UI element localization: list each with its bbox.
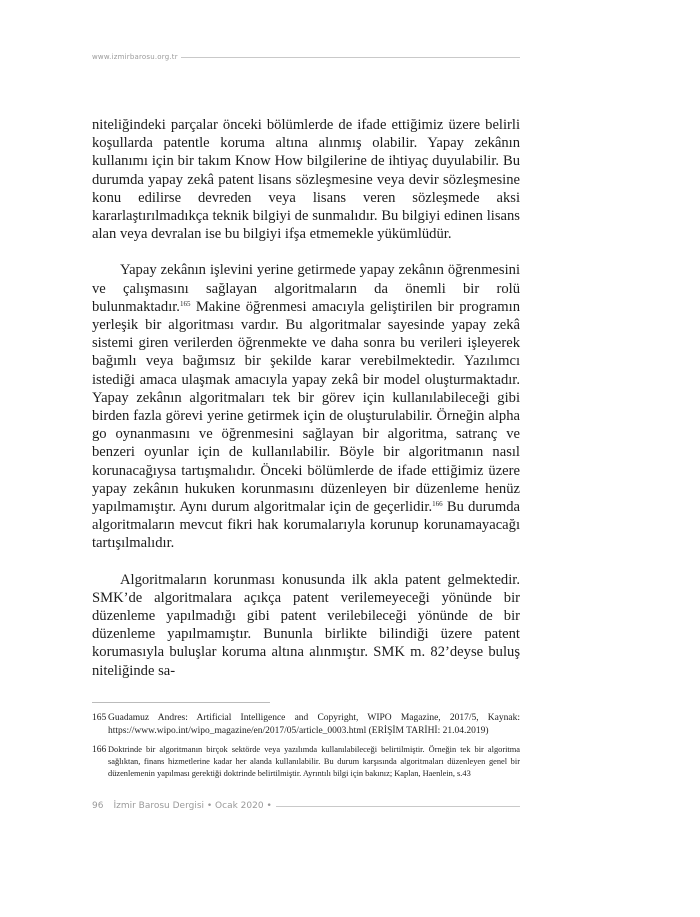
footnote-text: Doktrinde bir algoritmanın birçok sektörde veya yazılımda kullanılabileceği belirtilmiştir. Örneğin tek bir algoritma sağlıktan, finans hizmetlerine kadar her alanda kullanılabilir. Bu durum karşısında algoritmaları düzenleyen genel bir düzenlemenin yapılması gerektiği doktrinde belirtilmiştir. Ayrıntılı bilgi için bakınız; Kaplan, Haenlein, s.43 <box>108 745 520 778</box>
page-footer <box>92 801 520 811</box>
footnote-separator <box>92 702 270 703</box>
footnote-number: 165 <box>92 713 107 723</box>
header-url: www.izmirbarosu.org.tr <box>92 53 178 61</box>
page-header <box>92 53 520 61</box>
footnote-reference: 166 <box>432 500 443 509</box>
page-number: 96 <box>92 801 104 811</box>
paragraph-text: Bu durumda algoritmaların mevcut fikri hak korumalarıyla korunup korunamayacağı tartışılmalıdır. <box>92 499 520 552</box>
footnote-165 <box>92 712 520 737</box>
footnote-number: 166 <box>92 745 107 755</box>
body-text <box>92 116 520 680</box>
footnote-166 <box>92 744 520 779</box>
footnotes <box>92 712 520 786</box>
footer-rule <box>276 806 520 807</box>
paragraph <box>92 261 520 552</box>
paragraph-text: Yapay zekânın işlevini yerine getirmede yapay zekânın öğrenmesini ve çalışmasını sağlayan algoritmaların da önemli bir rolü bulunmaktadır. <box>92 262 520 315</box>
journal-name: İzmir Barosu Dergisi • Ocak 2020 • <box>113 801 272 811</box>
paragraph <box>92 571 520 680</box>
footnote-text: Guadamuz Andres: Artificial Intelligence and Copyright, WIPO Magazine, 2017/5, Kaynak: https://www.wipo.int/wipo_magazine/en/2017/05/article_0003.html (ERİŞİM TARİHİ: 21.04.2019) <box>108 713 520 736</box>
paragraph-text: Makine öğrenmesi amacıyla geliştirilen bir programın yerleşik bir algoritması vardır. Bu algoritmalar sayesinde yapay zekâ sistemi giren verilerden öğrenmekte ve daha sonra bu verileri işleyerek bağımlı veya bağımsız bir şekilde karar verebilmektedir. Yazılımcı istediği amaca ulaşmak amacıyla yapay zekâ bir model oluşturmaktadır. Yapay zekânın algoritmaları tek bir görev için kullanılabileceği gibi birden fazla görevi yerine getirmek için de oluşturulabilir. Örneğin alpha go oynanmasını ve öğrenmesini sağlayan bir algoritma, satranç ve benzeri oyunlar için de kullanılabilir. Böyle bir algoritmanın nasıl korunacağıysa tartışmalıdır. Önceki bölümlerde de ifade ettiğimiz üzere yapay zekânın hukuken korunmasını düzenleyen bir düzenleme henüz yapılmamıştır. Aynı durum algoritmalar için de geçerlidir. <box>92 298 520 516</box>
header-rule <box>181 57 520 58</box>
paragraph <box>92 116 520 243</box>
paragraph-text: Algoritmaların korunması konusunda ilk akla patent gelmektedir. SMK’de algoritmalara açıkça patent verilemeyeceği yönünde bir düzenleme yapılmadığı gibi patent verilebileceği yönünde de bir düzenleme yapılmamıştır. Bununla birlikte bilindiği üzere patent korumasıyla buluşlar koruma altına alınmıştır. SMK m. 82’deyse buluş niteliğinde sa- <box>92 571 520 679</box>
paragraph-text: niteliğindeki parçalar önceki bölümlerde de ifade ettiğimiz üzere belirli koşullarda patentle koruma altına alınmış olabilir. Yapay zekânın kullanımı için bir takım Know How bilgilerine de ihtiyaç duyulabilir. Bu durumda yapay zekâ patent lisans sözleşmesine veya devir sözleşmesine konu edilirse devreden veya lisans veren sözleşmede aksi kararlaştırılmadıkça teknik bilgiyi de sunmalıdır. Bu bilgiyi edinen lisans alan veya devralan ise bu bilgiyi ifşa etmemekle yükümlüdür. <box>92 117 520 243</box>
footnote-reference: 165 <box>179 299 191 308</box>
